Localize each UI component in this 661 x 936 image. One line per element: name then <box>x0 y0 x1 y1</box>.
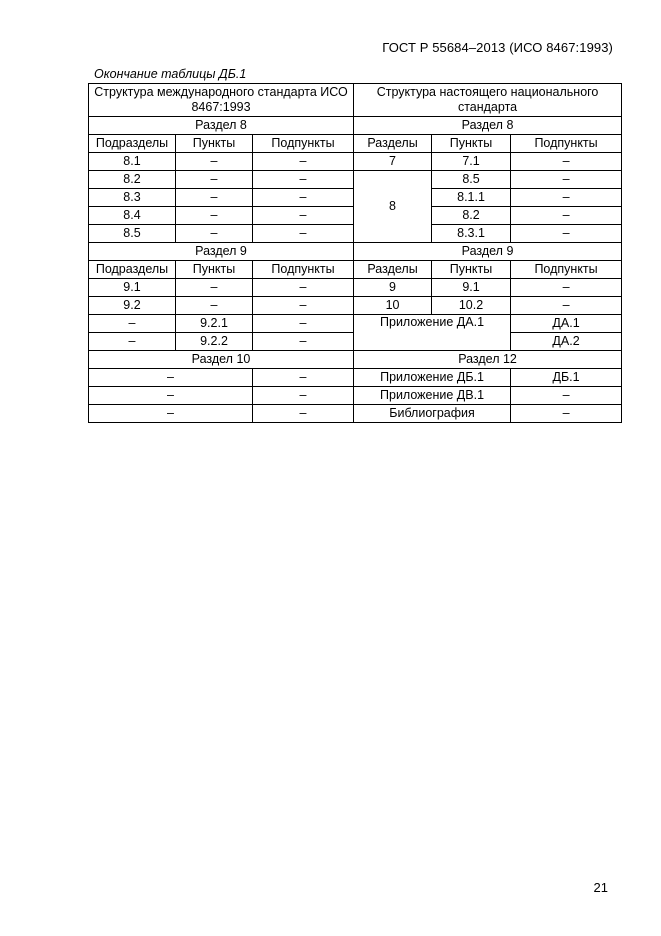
table-cell: 8.5 <box>89 225 176 243</box>
table-cell: – <box>511 387 622 405</box>
table-cell: Приложение ДВ.1 <box>354 387 511 405</box>
table-row <box>89 279 622 297</box>
column-header: Пункты <box>432 261 511 279</box>
column-header: Разделы <box>354 261 432 279</box>
table-cell: 8.4 <box>89 207 176 225</box>
header-national-standard: Структура настоящего национального стандарта <box>354 84 622 117</box>
table-cell: 9.2.1 <box>176 315 253 333</box>
annex-da-cell: Приложение ДА.1 <box>354 315 511 351</box>
merged-section-cell: 8 <box>354 171 432 243</box>
table-cell: 7.1 <box>432 153 511 171</box>
table-cell: Приложение ДБ.1 <box>354 369 511 387</box>
table-cell: 7 <box>354 153 432 171</box>
table-cell: – <box>89 405 253 423</box>
table-cell: – <box>511 207 622 225</box>
table-cell: – <box>511 297 622 315</box>
table-cell: 8.2 <box>89 171 176 189</box>
table-cell: – <box>511 405 622 423</box>
table-cell: 10.2 <box>432 297 511 315</box>
table-cell: 8.1 <box>89 153 176 171</box>
table-cell: 9.1 <box>432 279 511 297</box>
table-cell: – <box>253 333 354 351</box>
table-cell: 9.2.2 <box>176 333 253 351</box>
table-cell: ДБ.1 <box>511 369 622 387</box>
table-row <box>89 405 622 423</box>
table-cell: – <box>253 207 354 225</box>
table-cell: – <box>176 225 253 243</box>
table-cell: – <box>253 279 354 297</box>
table-cell: – <box>253 171 354 189</box>
table-cell: 8.2 <box>432 207 511 225</box>
table-cell: – <box>253 387 354 405</box>
table-cell: ДА.1 <box>511 315 622 333</box>
section-9-left: Раздел 9 <box>89 243 354 261</box>
column-header: Подразделы <box>89 135 176 153</box>
table-cell: – <box>89 369 253 387</box>
table-cell: – <box>253 369 354 387</box>
header-international-standard: Структура международного стандарта ИСО 8467:1993 <box>89 84 354 117</box>
table-cell: – <box>511 225 622 243</box>
table-row <box>89 297 622 315</box>
table-cell: 10 <box>354 297 432 315</box>
structure-comparison-table <box>88 83 622 423</box>
table-row <box>89 369 622 387</box>
section-9-right: Раздел 9 <box>354 243 622 261</box>
table-cell: Библиография <box>354 405 511 423</box>
column-header: Разделы <box>354 135 432 153</box>
table-cell: – <box>89 333 176 351</box>
table-row <box>89 315 622 333</box>
section-8-left: Раздел 8 <box>89 117 354 135</box>
table-cell: 9.1 <box>89 279 176 297</box>
column-header: Пункты <box>176 261 253 279</box>
table-cell: – <box>89 315 176 333</box>
table-cell: – <box>89 387 253 405</box>
table-cell: 9.2 <box>89 297 176 315</box>
table-cell: – <box>176 171 253 189</box>
column-header: Подпункты <box>253 261 354 279</box>
table-row <box>89 171 622 189</box>
table-cell: – <box>176 189 253 207</box>
section-8-right: Раздел 8 <box>354 117 622 135</box>
table-cell: – <box>511 279 622 297</box>
table-cell: 8.1.1 <box>432 189 511 207</box>
column-header: Пункты <box>176 135 253 153</box>
table-cell: 8.5 <box>432 171 511 189</box>
table-cell: – <box>176 297 253 315</box>
table-cell: – <box>253 297 354 315</box>
section-10-left: Раздел 10 <box>89 351 354 369</box>
table-cell: – <box>253 189 354 207</box>
column-header: Подпункты <box>511 135 622 153</box>
table-cell: – <box>511 171 622 189</box>
table-cell: 8.3.1 <box>432 225 511 243</box>
table-row <box>89 153 622 171</box>
table-cell: – <box>176 153 253 171</box>
document-standard-header: ГОСТ Р 55684–2013 (ИСО 8467:1993) <box>382 40 613 55</box>
table-cell: – <box>253 315 354 333</box>
table-cell: – <box>511 153 622 171</box>
table-cell: – <box>511 189 622 207</box>
column-header: Подразделы <box>89 261 176 279</box>
table-cell: – <box>253 405 354 423</box>
table-cell: 8.3 <box>89 189 176 207</box>
table-row <box>89 387 622 405</box>
table-caption: Окончание таблицы ДБ.1 <box>94 67 247 81</box>
section-12-right: Раздел 12 <box>354 351 622 369</box>
column-header: Подпункты <box>253 135 354 153</box>
column-header: Пункты <box>432 135 511 153</box>
table-cell: ДА.2 <box>511 333 622 351</box>
column-header: Подпункты <box>511 261 622 279</box>
table-cell: – <box>176 279 253 297</box>
table-cell: – <box>253 153 354 171</box>
table-cell: – <box>176 207 253 225</box>
table-cell: 9 <box>354 279 432 297</box>
table-cell: – <box>253 225 354 243</box>
page-number: 21 <box>593 880 608 895</box>
